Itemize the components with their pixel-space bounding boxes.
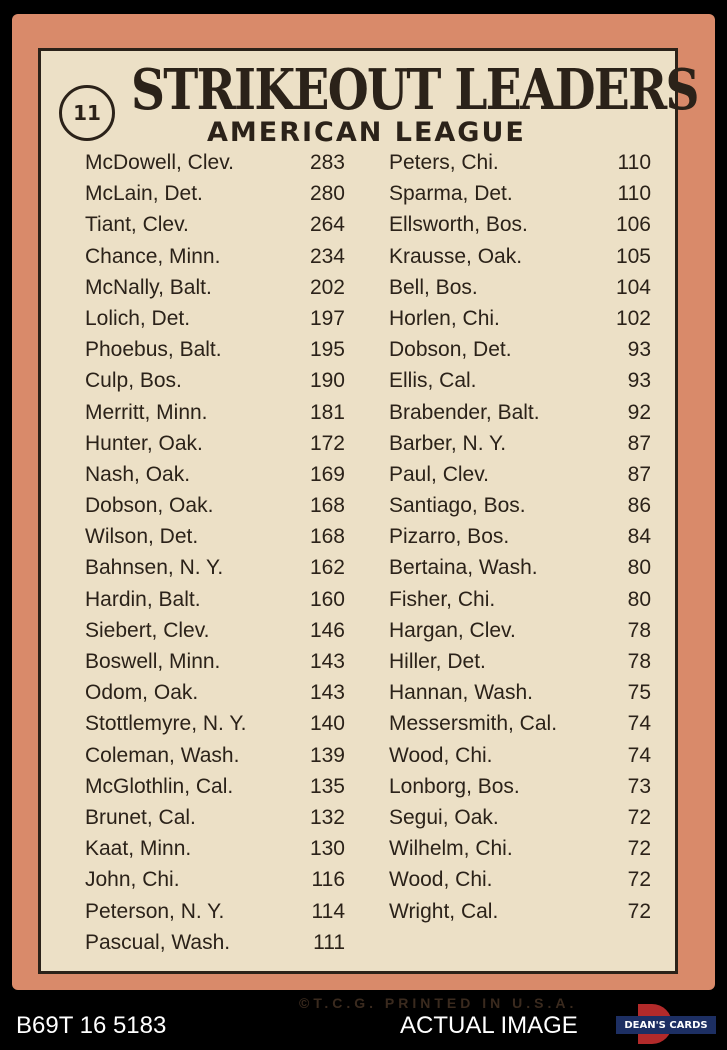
leader-row <box>389 463 651 494</box>
strikeout-count: 140 <box>309 712 345 736</box>
strikeout-count: 105 <box>615 244 651 268</box>
player-name: Phoebus, Balt. <box>85 338 222 362</box>
deans-cards-logo <box>616 1004 716 1044</box>
player-name: Odom, Oak. <box>85 681 199 705</box>
leader-row <box>389 432 651 463</box>
strikeout-count: 87 <box>627 431 651 455</box>
strikeout-count: 86 <box>627 494 651 518</box>
strikeout-count: 72 <box>627 805 651 829</box>
strikeout-count: 130 <box>309 837 345 861</box>
leader-row <box>389 494 651 525</box>
strikeout-count: 195 <box>309 338 345 362</box>
strikeout-count: 73 <box>627 774 651 798</box>
leader-row <box>85 245 345 276</box>
player-name: McGlothlin, Cal. <box>85 774 234 798</box>
player-name: Pizarro, Bos. <box>389 525 510 549</box>
player-name: Wilhelm, Chi. <box>389 837 513 861</box>
player-name: Dobson, Oak. <box>85 494 214 518</box>
player-name: Santiago, Bos. <box>389 494 526 518</box>
player-name: Peters, Chi. <box>389 151 499 174</box>
player-name: Wright, Cal. <box>389 899 499 923</box>
player-name: Krausse, Oak. <box>389 244 523 268</box>
card-subtitle: AMERICAN LEAGUE <box>207 117 526 148</box>
strikeout-count: 111 <box>313 930 345 954</box>
player-name: Fisher, Chi. <box>389 587 496 611</box>
strikeout-count: 72 <box>627 868 651 892</box>
player-name: Hargan, Clev. <box>389 618 516 642</box>
strikeout-count: 234 <box>309 244 345 268</box>
leader-row <box>85 868 345 899</box>
leader-row <box>389 650 651 681</box>
strikeout-count: 84 <box>627 525 651 549</box>
leader-row <box>85 182 345 213</box>
card-back-panel <box>38 48 698 1011</box>
leader-row <box>389 868 651 899</box>
leader-row <box>389 837 651 868</box>
player-name: Chance, Minn. <box>85 244 221 268</box>
strikeout-count: 169 <box>309 462 345 486</box>
player-name: Nash, Oak. <box>85 462 191 486</box>
leader-row <box>85 213 345 244</box>
player-name: Wilson, Det. <box>85 525 199 549</box>
player-name: Brabender, Balt. <box>389 400 540 424</box>
player-name: Dobson, Det. <box>389 338 512 362</box>
leader-row <box>85 525 345 556</box>
strikeout-count: 104 <box>615 275 651 299</box>
leader-row <box>389 900 651 931</box>
strikeout-count: 264 <box>309 213 345 237</box>
player-name: Barber, N. Y. <box>389 431 507 455</box>
inventory-code: B69T 16 5183 <box>16 1012 167 1039</box>
strikeout-count: 92 <box>627 400 651 424</box>
strikeout-count: 72 <box>627 899 651 923</box>
strikeout-count: 143 <box>309 681 345 705</box>
leader-row <box>85 775 345 806</box>
leader-row <box>389 775 651 806</box>
strikeout-count: 93 <box>627 338 651 362</box>
strikeout-count: 143 <box>309 650 345 673</box>
player-name: Brunet, Cal. <box>85 805 196 829</box>
player-name: Ellis, Cal. <box>389 369 477 393</box>
leader-row <box>389 712 651 743</box>
leader-row <box>85 681 345 712</box>
copyright-line: ©T.C.G. PRINTED IN U.S.A. <box>299 995 578 1011</box>
player-name: McDowell, Clev. <box>85 151 234 174</box>
leader-row <box>389 307 651 338</box>
leader-row <box>389 369 651 400</box>
strikeout-count: 106 <box>615 213 651 237</box>
strikeout-count: 110 <box>617 182 651 206</box>
strikeout-count: 102 <box>615 306 651 330</box>
strikeout-count: 74 <box>627 743 651 767</box>
player-name: Stottlemyre, N. Y. <box>85 712 247 736</box>
leader-row <box>85 588 345 619</box>
strikeout-count: 78 <box>627 650 651 673</box>
player-name: Boswell, Minn. <box>85 650 221 673</box>
player-name: Merritt, Minn. <box>85 400 208 424</box>
strikeout-count: 80 <box>627 556 651 580</box>
player-name: Sparma, Det. <box>389 182 513 206</box>
player-name: Siebert, Clev. <box>85 618 210 642</box>
leader-row <box>389 213 651 244</box>
leader-row <box>85 151 345 182</box>
player-name: Culp, Bos. <box>85 369 182 393</box>
leader-row <box>85 432 345 463</box>
leader-row <box>85 712 345 743</box>
player-name: McNally, Balt. <box>85 275 212 299</box>
player-name: Paul, Clev. <box>389 462 489 486</box>
player-name: Kaat, Minn. <box>85 837 192 861</box>
strikeout-count: 75 <box>627 681 651 705</box>
player-name: Bahnsen, N. Y. <box>85 556 224 580</box>
player-name: Messersmith, Cal. <box>389 712 558 736</box>
player-name: Hardin, Balt. <box>85 587 201 611</box>
leader-row <box>389 401 651 432</box>
strikeout-count: 181 <box>309 400 345 424</box>
leader-row <box>85 494 345 525</box>
leader-row <box>85 806 345 837</box>
strikeout-count: 116 <box>311 868 345 892</box>
strikeout-count: 197 <box>309 306 345 330</box>
strikeout-count: 135 <box>309 774 345 798</box>
strikeout-count: 132 <box>309 805 345 829</box>
strikeout-count: 110 <box>617 151 651 174</box>
leader-row <box>85 369 345 400</box>
strikeout-count: 80 <box>627 587 651 611</box>
actual-image-label: ACTUAL IMAGE <box>400 1012 578 1039</box>
strikeout-count: 87 <box>627 462 651 486</box>
leader-row <box>389 182 651 213</box>
leader-row <box>85 931 345 962</box>
strikeout-count: 190 <box>309 369 345 393</box>
strikeout-count: 78 <box>627 618 651 642</box>
leader-row <box>85 900 345 931</box>
leader-row <box>389 276 651 307</box>
player-name: Lolich, Det. <box>85 306 191 330</box>
leader-row <box>389 151 651 182</box>
player-name: Coleman, Wash. <box>85 743 240 767</box>
leader-row <box>85 338 345 369</box>
strikeout-count: 139 <box>309 743 345 767</box>
leader-row <box>389 744 651 775</box>
player-name: Wood, Chi. <box>389 868 493 892</box>
leader-row <box>85 276 345 307</box>
strikeout-count: 146 <box>309 618 345 642</box>
strikeout-count: 114 <box>311 899 345 923</box>
leader-row <box>85 619 345 650</box>
strikeout-count: 160 <box>309 587 345 611</box>
leader-row <box>389 681 651 712</box>
strikeout-count: 202 <box>309 275 345 299</box>
player-name: Bertaina, Wash. <box>389 556 538 580</box>
left-leader-column <box>85 151 345 962</box>
player-name: Hannan, Wash. <box>389 681 533 705</box>
strikeout-count: 172 <box>309 431 345 455</box>
strikeout-count: 280 <box>309 182 345 206</box>
player-name: Bell, Bos. <box>389 275 478 299</box>
leader-row <box>389 245 651 276</box>
leader-row <box>85 837 345 868</box>
leader-row <box>389 806 651 837</box>
player-name: Horlen, Chi. <box>389 306 500 330</box>
leader-row <box>85 307 345 338</box>
player-name: McLain, Det. <box>85 182 203 206</box>
player-name: Segui, Oak. <box>389 805 499 829</box>
leader-row <box>85 401 345 432</box>
player-name: Hiller, Det. <box>389 650 486 673</box>
strikeout-count: 168 <box>309 525 345 549</box>
strikeout-count: 168 <box>309 494 345 518</box>
player-name: Wood, Chi. <box>389 743 493 767</box>
logo-banner: DEAN'S CARDS <box>616 1016 716 1034</box>
leader-row <box>85 650 345 681</box>
card-title: STRIKEOUT LEADERS <box>131 57 698 123</box>
player-name: Ellsworth, Bos. <box>389 213 528 237</box>
card-number-badge: 11 <box>59 85 115 141</box>
player-name: Lonborg, Bos. <box>389 774 520 798</box>
leader-row <box>85 556 345 587</box>
leader-row <box>389 338 651 369</box>
strikeout-count: 162 <box>309 556 345 580</box>
strikeout-count: 283 <box>309 151 345 174</box>
leader-row <box>389 588 651 619</box>
leader-row <box>85 463 345 494</box>
player-name: John, Chi. <box>85 868 180 892</box>
strikeout-count: 93 <box>627 369 651 393</box>
player-name: Peterson, N. Y. <box>85 899 225 923</box>
leader-row <box>85 744 345 775</box>
right-leader-column <box>389 151 651 931</box>
leader-row <box>389 619 651 650</box>
player-name: Pascual, Wash. <box>85 930 231 954</box>
player-name: Hunter, Oak. <box>85 431 203 455</box>
player-name: Tiant, Clev. <box>85 213 189 237</box>
baseball-card <box>12 14 715 1011</box>
strikeout-count: 72 <box>627 837 651 861</box>
leader-row <box>389 556 651 587</box>
leader-row <box>389 525 651 556</box>
strikeout-count: 74 <box>627 712 651 736</box>
